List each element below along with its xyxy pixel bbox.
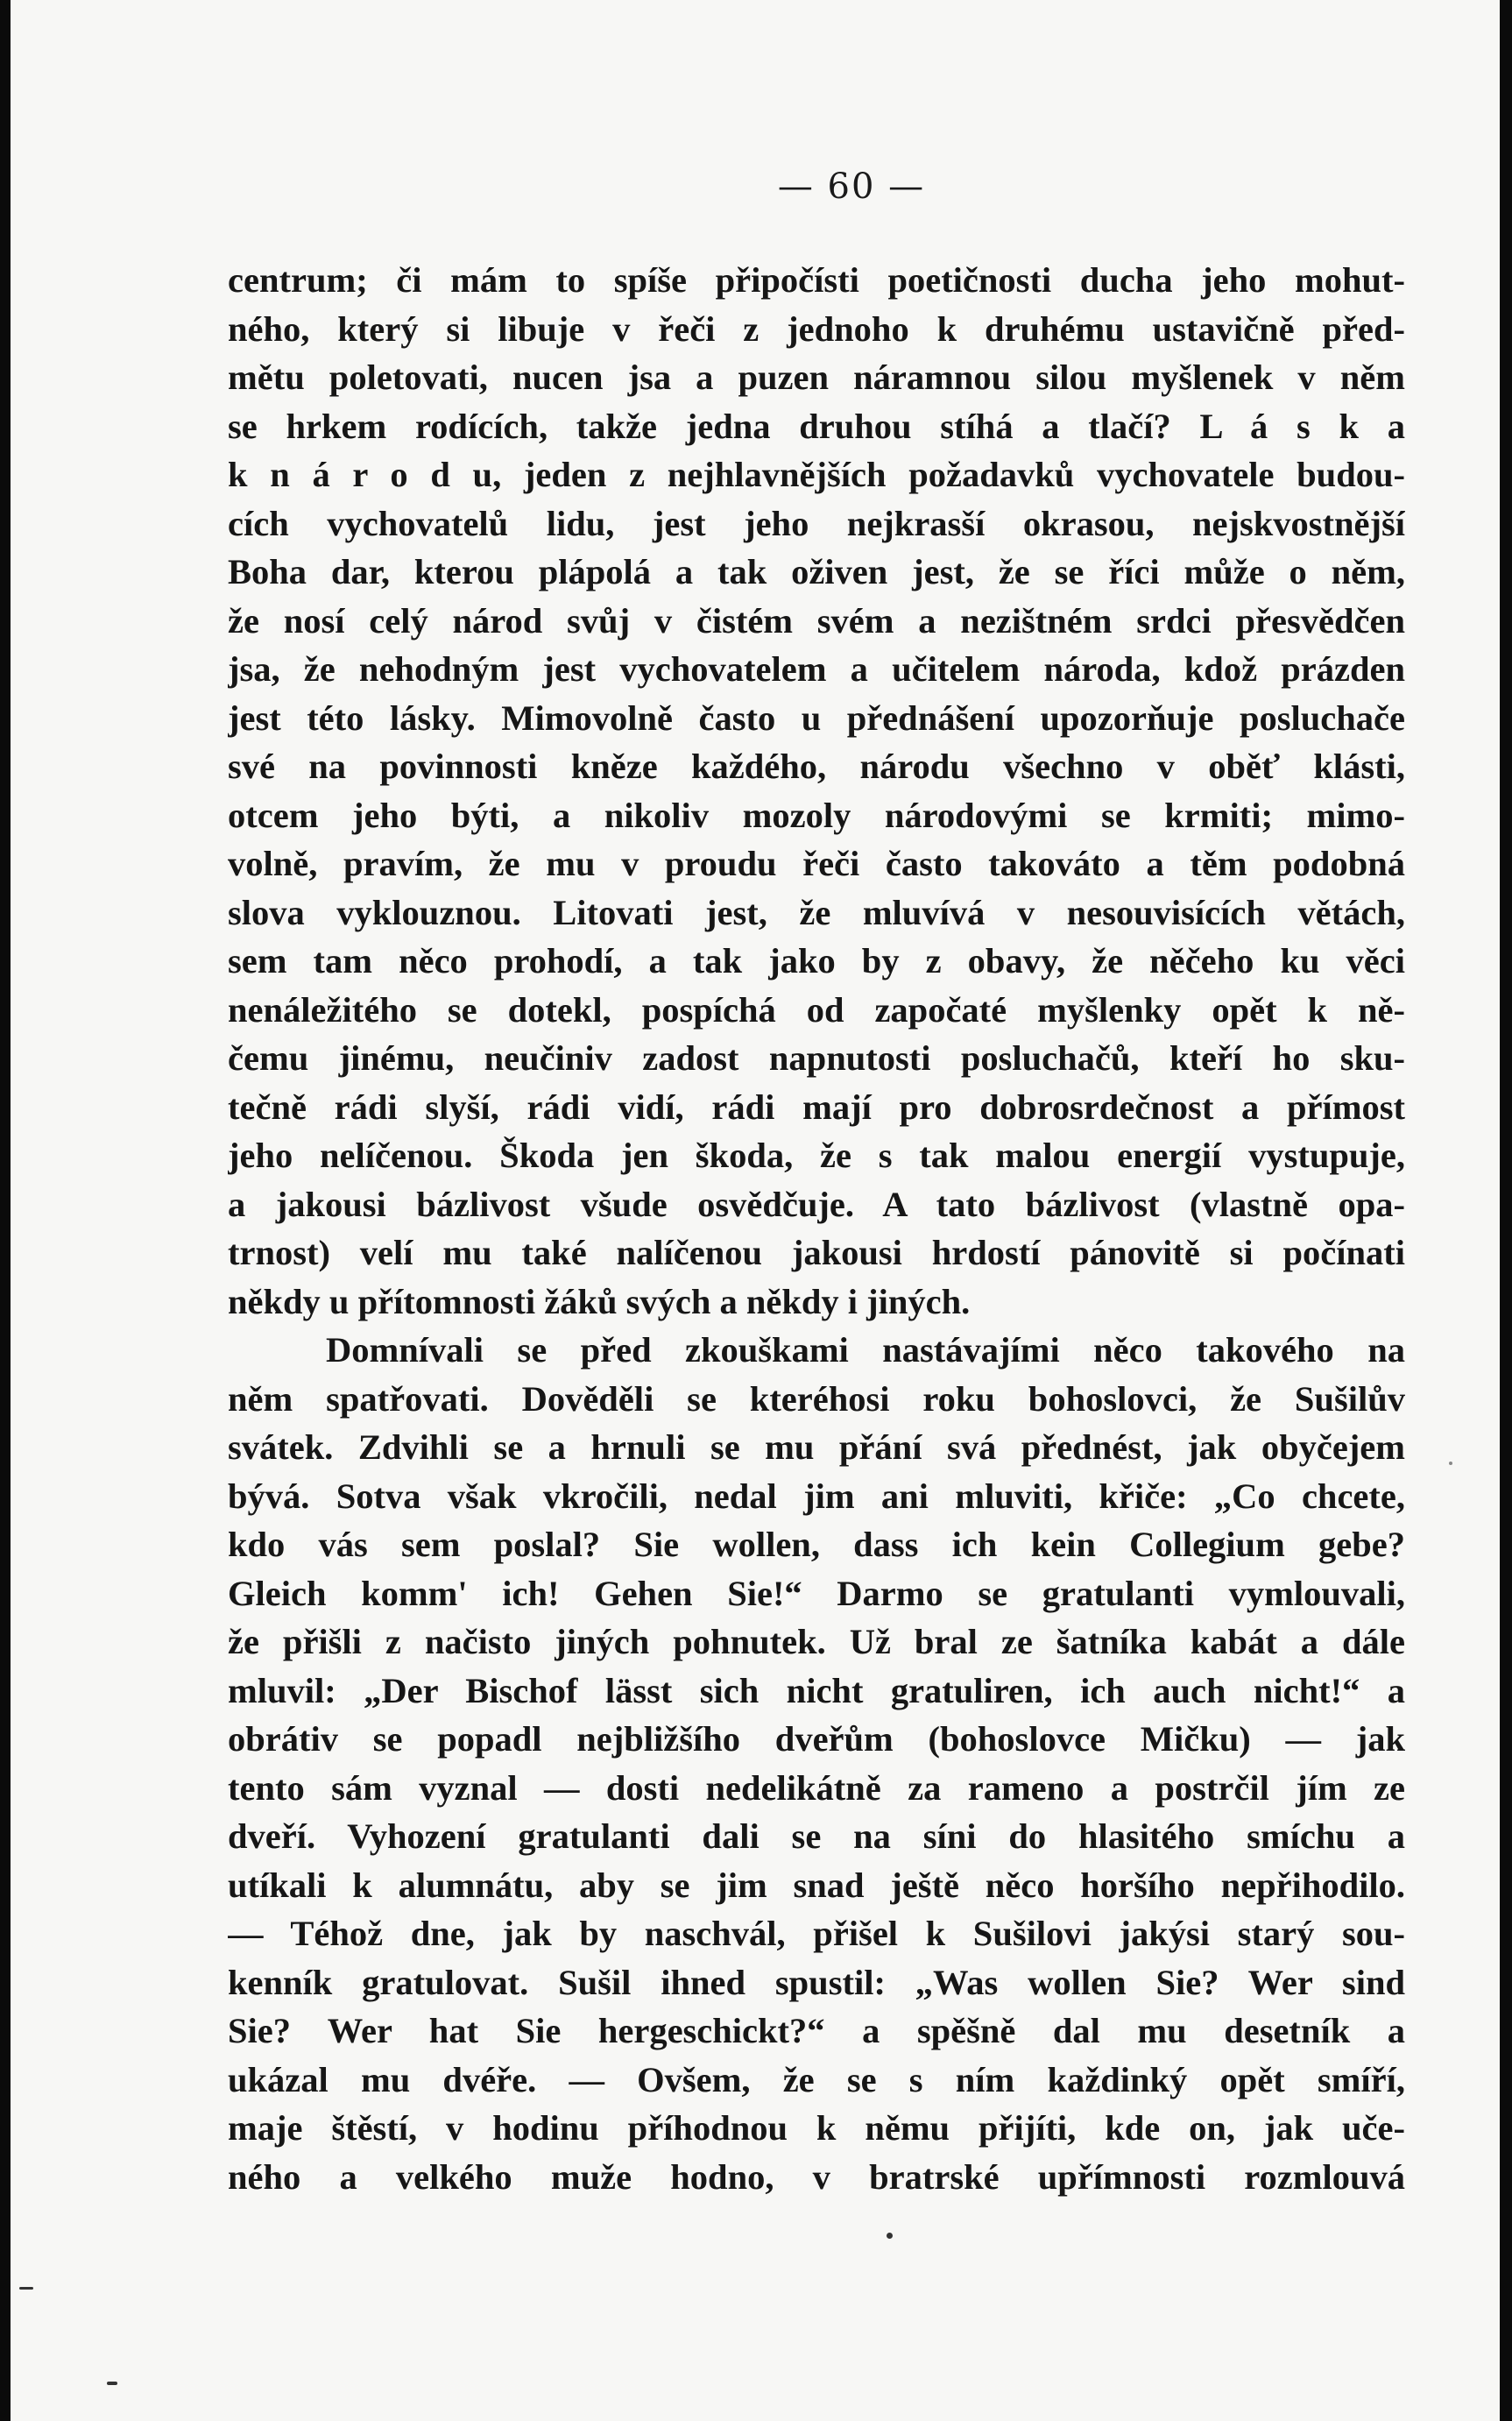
text-line: svátek. Zdvihli se a hrnuli se mu přání svá přednést, jak obyčejem (228, 1427, 1405, 1467)
text-line: ného, který si libuje v řeči z jednoho k druhému ustavičně před- (228, 308, 1405, 349)
page-number: — 60 — (777, 166, 926, 207)
text-line: kdo vás sem poslal? Sie wollen, dass ich kein Collegium gebe? (228, 1525, 1405, 1564)
text-line: jsa, že nehodným jest vychovatelem a učitelem národa, kdož prázden (228, 649, 1405, 689)
text-line: a jakousi bázlivost všude osvědčuje. A tato bázlivost (vlastně opa- (228, 1184, 1405, 1224)
text-line: jest této lásky. Mimovolně často u přednášení upozorňuje posluchače (228, 697, 1405, 738)
scan-speck (1449, 1462, 1452, 1465)
text-line: někdy u přítomnosti žáků svých a někdy i jiných. (228, 1281, 971, 1321)
text-line: čemu jinému, neučiniv zadost napnutosti posluchačů, kteří ho sku- (228, 1038, 1405, 1078)
text-line: mluvil: „Der Bischof lässt sich nicht gratuliren, ich auch nicht!“ a (228, 1670, 1405, 1710)
text-line: že přišli z načisto jiných pohnutek. Už bral ze šatníka kabát a dále (228, 1622, 1405, 1661)
text-line: že nosí celý národ svůj v čistém svém a nezištném srdci přesvědčen (228, 600, 1405, 641)
text-line: slova vyklouznou. Litovati jest, že mluvívá v nesouvisících větách, (228, 892, 1405, 932)
text-line: trnost) velí mu také nalíčenou jakousi hrdostí pánovitě si počínati (228, 1233, 1405, 1272)
text-line: mětu poletovati, nucen jsa a puzen náramnou silou myšlenek v něm (228, 357, 1405, 397)
text-line: Domnívali se před zkouškami nastávajími něco takového na (326, 1330, 1405, 1370)
text-line: Gleich komm' ich! Gehen Sie!“ Darmo se gratulanti vymlouvali, (228, 1573, 1405, 1613)
text-line: obrátiv se popadl nejbližšího dveřům (bohoslovce Mičku) — jak (228, 1719, 1405, 1759)
document-page (11, 0, 1500, 2421)
paragraph-1 (228, 256, 1405, 1326)
text-line: své na povinnosti kněze každého, národu všechno v oběť klásti, (228, 747, 1405, 786)
text-line: tento sám vyznal — dosti nedelikátně za rameno a postrčil jím ze (228, 1767, 1405, 1808)
text-line: maje štěstí, v hodinu příhodnou k němu přijíti, kde on, jak uče- (228, 2108, 1405, 2148)
text-line: — Téhož dne, jak by naschvál, přišel k Sušilovi jakýsi starý sou- (228, 1914, 1405, 1953)
scan-speck (887, 2233, 893, 2239)
text-line: ukázal mu dvéře. — Ovšem, že se s ním každinký opět smíří, (228, 2059, 1405, 2099)
text-line: tečně rádi slyší, rádi vidí, rádi mají pro dobrosrdečnost a přímost (228, 1087, 1405, 1127)
body-text (228, 256, 1405, 2201)
text-line: cích vychovatelů lidu, jest jeho nejkrasší okrasou, nejskvostnější (228, 503, 1405, 543)
paragraph-2 (228, 1326, 1405, 2201)
text-line: něm spatřovati. Dověděli se kteréhosi roku bohoslovci, že Sušilův (228, 1378, 1405, 1419)
text-line: sem tam něco prohodí, a tak jako by z obavy, že něčeho ku věci (228, 941, 1405, 980)
text-line: k n á r o d u, jeden z nejhlavnějších požadavků vychovatele budou- (228, 455, 1405, 494)
scan-speck (19, 2287, 33, 2290)
scan-speck (107, 2382, 117, 2385)
text-line: Sie? Wer hat Sie hergeschickt?“ a spěšně dal mu desetník a (228, 2011, 1405, 2050)
text-line: kenník gratulovat. Sušil ihned spustil: „Was wollen Sie? Wer sind (228, 1962, 1405, 2002)
text-line: Boha dar, kterou plápolá a tak oživen jest, že se říci může o něm, (228, 552, 1405, 591)
text-line: centrum; či mám to spíše připočísti poetičnosti ducha jeho mohut- (228, 260, 1405, 300)
text-line: utíkali k alumnátu, aby se jim snad ještě něco horšího nepřihodilo. (228, 1865, 1405, 1905)
text-line: ného a velkého muže hodno, v bratrské upřímnosti rozmlouvá (228, 2156, 1405, 2197)
text-line: se hrkem rodících, takže jedna druhou stíhá a tlačí? L á s k a (228, 406, 1405, 446)
text-line: bývá. Sotva však vkročili, nedal jim ani mluviti, křiče: „Co chcete, (228, 1476, 1405, 1516)
text-line: volně, pravím, že mu v proudu řeči často takováto a těm podobná (228, 844, 1405, 883)
text-line: dveří. Vyhození gratulanti dali se na síni do hlasitého smíchu a (228, 1816, 1405, 1856)
text-line: nenáležitého se dotekl, pospíchá od započaté myšlenky opět k ně- (228, 989, 1405, 1030)
text-line: otcem jeho býti, a nikoliv mozoly národovými se krmiti; mimo- (228, 795, 1405, 835)
text-line: jeho nelíčenou. Škoda jen škoda, že s tak malou energií vystupuje, (228, 1136, 1405, 1175)
